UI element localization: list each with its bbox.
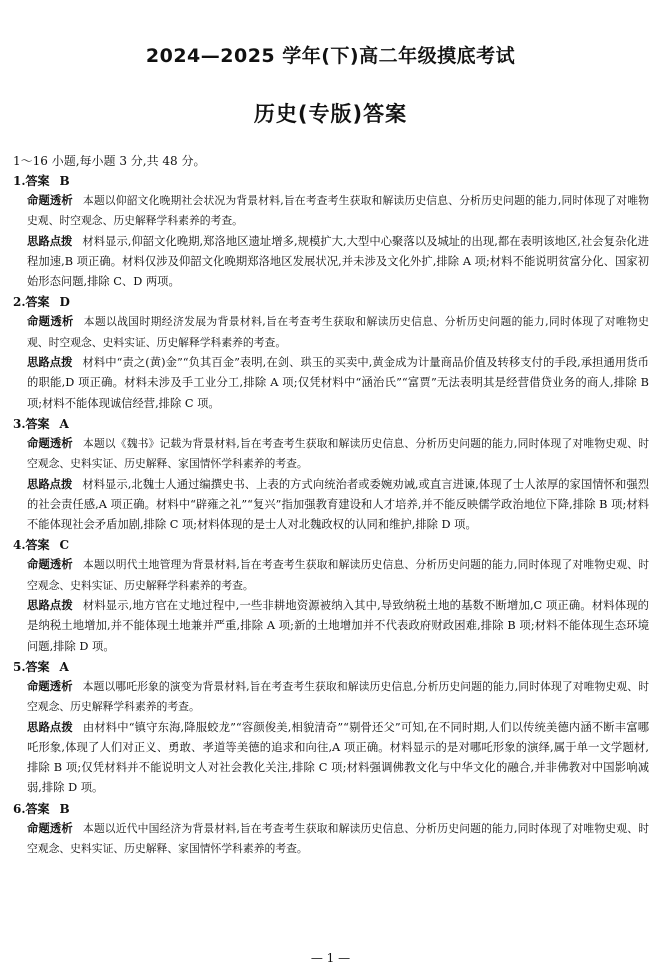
hint-paragraph [27, 475, 649, 536]
intent-label: 命题透析 [27, 558, 73, 572]
intent-text: 本题以近代中国经济为背景材料,旨在考查考生获取和解读历史信息、分析历史问题的能力,同时体现了对唯物史观、时空观念、史料实证、历史解释、家国情怀学科素养的考查。 [27, 821, 649, 856]
intent-text: 本题以《魏书》记载为背景材料,旨在考查考生获取和解读历史信息、分析历史问题的能力,同时体现了对唯物史观、时空观念、史料实证、历史解释、家国情怀学科素养的考查。 [27, 436, 649, 471]
question-header [13, 799, 649, 819]
intent-paragraph [27, 434, 649, 475]
intent-text: 本题以明代土地管理为背景材料,旨在考查考生获取和解读历史信息、分析历史问题的能力,同时体现了对唯物史观、时空观念、史料实证、历史解释学科素养的考查。 [27, 558, 649, 592]
hint-paragraph [27, 718, 649, 799]
intent-label: 命题透析 [27, 821, 73, 835]
hint-text: 由材料中“镇守东海,降服蛟龙”“容颜俊美,相貌清奇”“剔骨还父”可知,在不同时期,人们以传统美德内涵不断丰富哪吒形象,体现了人们对正义、勇敢、孝道等美德的追求和向往,A 项正确。材料显示的是对哪吒形象的演绎,属于单一文学题材,排除 B 项;仅凭材料并不能说明文人对社会教化关注,排除 C 项;材料强调佛教文化与中华文化的融合,并非佛教对中国影响减弱,排除 D 项。 [27, 720, 649, 795]
hint-paragraph [27, 232, 649, 293]
question-block [13, 292, 649, 413]
hint-paragraph [27, 353, 649, 414]
answer-label: 答案 [25, 659, 50, 674]
question-header [13, 535, 649, 555]
hint-text: 材料显示,北魏士人通过编撰史书、上表的方式向统治者或委婉劝诫,或直言进谏,体现了士人浓厚的家国情怀和强烈的社会责任感,A 项正确。材料中“辟雍之礼”“复兴”指加强教育建设和人才培养,并不能反映儒学政治地位下降,排除 B 项;材料不能体现社会矛盾加剧,排除 C 项;材料体现的是士人对北魏政权的认同和维护,排除 D 项。 [27, 477, 649, 532]
hint-text: 材料显示,地方官在丈地过程中,一些非耕地资源被纳入其中,导致纳税土地的基数不断增加,C 项正确。材料体现的是纳税土地增加,并不能体现土地兼并严重,排除 A 项;新的土地增加并不代表政府财政困难,排除 B 项;材料不能体现生态环境问题,排除 D 项。 [27, 599, 649, 653]
intent-paragraph [27, 555, 649, 596]
answer-title: 历史(专版)答案 [253, 102, 408, 126]
answer-label: 答案 [25, 538, 50, 553]
question-block [13, 535, 649, 656]
question-number: 6. [13, 801, 26, 816]
answer-choice: A [59, 416, 69, 431]
intent-text: 本题以仰韶文化晚期社会状况为背景材料,旨在考查考生获取和解读历史信息、分析历史问题的能力,同时体现了对唯物史观、时空观念、历史解释学科素养的考查。 [27, 194, 649, 228]
question-number: 2. [13, 295, 26, 310]
question-number: 5. [13, 659, 26, 674]
hint-text: 材料显示,仰韶文化晚期,郑洛地区遗址增多,规模扩大,大型中心聚落以及城址的出现,都在表明该地区,社会复杂化进程加速,B 项正确。材料仅涉及仰韶文化晚期郑洛地区发展状况,并未涉及文化外扩,排除 A 项;材料不能说明贫富分化、国家初始形态问题,排除 C、D 两项。 [27, 234, 649, 289]
question-header [13, 414, 649, 434]
hint-text: 材料中“责之(黄)金”“负其百金”表明,在剑、珙玉的买卖中,黄金成为计量商品价值及转移支付的手段,承担通用货币的职能,D 项正确。材料未涉及手工业分工,排除 A 项;仅凭材料中“涵治氏”“富贾”无法表明其是经营借贷业务的商人,排除 B 项;材料不能体现诚信经营,排除 C 项。 [27, 356, 649, 410]
answer-choice: B [59, 174, 70, 188]
answer-label: 答案 [25, 416, 50, 431]
question-header [13, 657, 649, 677]
question-block [13, 799, 649, 860]
intent-paragraph [27, 312, 649, 353]
question-number: 1. [13, 174, 26, 188]
intent-label: 命题透析 [27, 315, 74, 329]
question-header [13, 171, 649, 191]
answer-label: 答案 [25, 801, 50, 816]
intent-paragraph [27, 677, 649, 718]
intent-paragraph [27, 819, 649, 860]
answer-choice: B [59, 801, 70, 816]
intent-text: 本题以战国时期经济发展为背景材料,旨在考查考生获取和解读历史信息、分析历史问题的能力,同时体现了对唯物史观、时空观念、史料实证、历史解释学科素养的考查。 [27, 315, 649, 349]
hint-label: 思路点拨 [27, 356, 73, 370]
answer-choice: C [59, 538, 70, 553]
exam-title: 2024—2025 学年(下)高二年级摸底考试 [145, 45, 516, 67]
intent-label: 命题透析 [27, 436, 73, 450]
question-block [13, 414, 649, 535]
question-header [13, 292, 649, 312]
hint-label: 思路点拨 [27, 477, 73, 491]
question-block [13, 171, 649, 292]
intent-label: 命题透析 [27, 679, 73, 693]
question-number: 4. [13, 538, 26, 553]
intent-label: 命题透析 [27, 194, 73, 207]
intent-text: 本题以哪吒形象的演变为背景材料,旨在考查考生获取和解读历史信息,分析历史问题的能力,同时体现了对唯物史观、时空观念、历史解释学科素养的考查。 [27, 679, 649, 714]
answer-choice: D [59, 295, 70, 310]
hint-paragraph [27, 596, 649, 657]
answer-label: 答案 [25, 174, 50, 188]
hint-label: 思路点拨 [27, 234, 73, 248]
instructions: 1～16 小题,每小题 3 分,共 48 分。 [13, 154, 206, 168]
intent-paragraph [27, 191, 649, 232]
question-block [13, 657, 649, 799]
page-number: — 1 — [310, 951, 351, 965]
question-number: 3. [13, 416, 26, 431]
answer-choice: A [59, 659, 69, 674]
hint-label: 思路点拨 [27, 599, 73, 613]
answer-label: 答案 [25, 295, 50, 310]
question-list [13, 171, 649, 859]
hint-label: 思路点拨 [27, 720, 73, 734]
